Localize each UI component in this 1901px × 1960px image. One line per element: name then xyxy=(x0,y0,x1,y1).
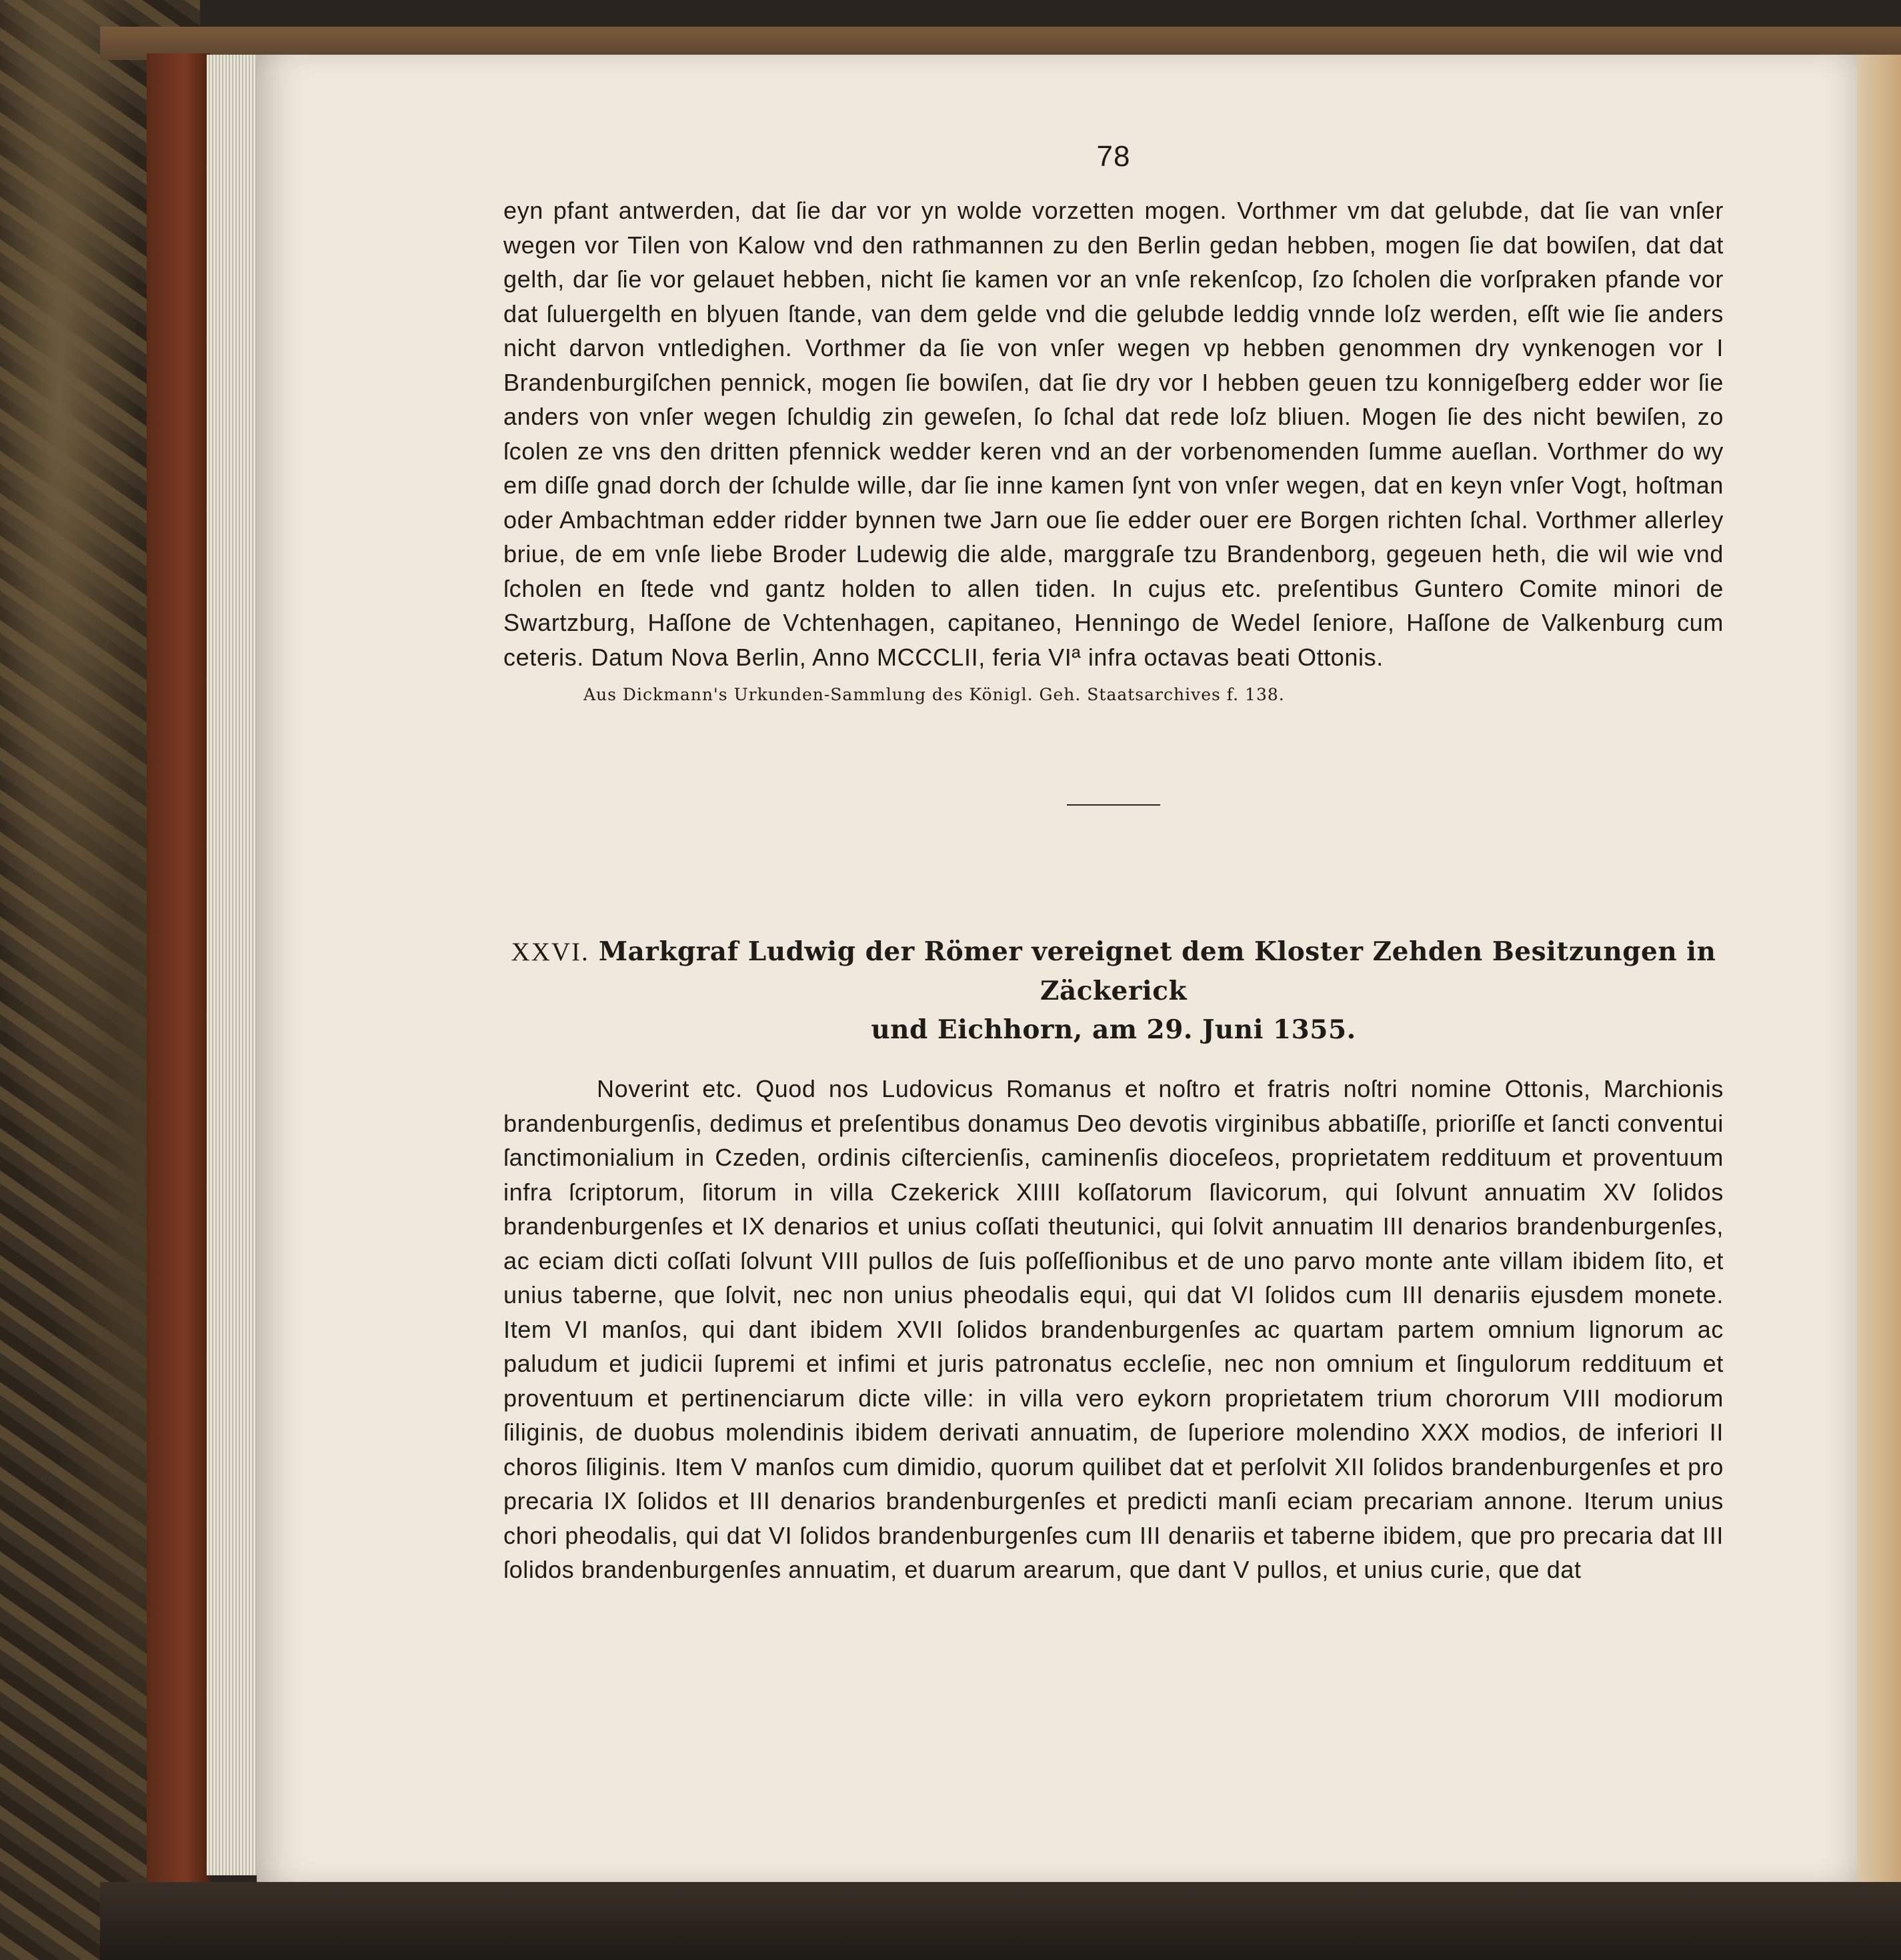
facing-page-edge xyxy=(1857,55,1901,1882)
heading-title-line-1: Markgraf Ludwig der Römer vereignet dem Kloster Zehden Besitzungen in Zäckerick xyxy=(598,936,1716,1006)
document-heading xyxy=(503,932,1724,1049)
section-divider xyxy=(1067,804,1160,806)
heading-title-line-2: und Eichhorn, am 29. Juni 1355. xyxy=(871,1014,1356,1045)
page-number: 78 xyxy=(1096,140,1131,173)
page-text xyxy=(503,140,1724,1587)
document-paragraph: Noverint etc. Quod nos Ludovicus Romanus et noſtro et fratris noſtri nomine Ottonis, Marchionis brandenburgenſis, dedimus et preſentibus donamus Deo devotis virginibus abbatiſſe, prioriſſe et ſancti conventui ſanctimonialium in Czeden, ordinis ciſtercienſis, caminenſis dioceſeos, proprietatem reddituum et proventuum infra ſcriptorum, ſitorum in villa Czekerick XIIII koſſatorum ſlavicorum, qui ſolvunt annuatim XV ſolidos brandenburgenſes et IX denarios et unius coſſati theutunici, qui ſolvit annuatim III denarios brandenburgenſes, ac eciam dicti coſſati ſolvunt VIII pullos de ſuis poſſeſſionibus et de uno parvo monte ante villam ibidem ſito, et unius taberne, que ſolvit, nec non unius pheodalis equi, qui dat VI ſolidos cum III denariis ejusdem monete. Item VI manſos, qui dant ibidem XVII ſolidos brandenburgenſes ac quartam partem omnium lignorum ac paludum et judicii ſupremi et infimi et juris patronatus eccleſie, nec non omnium et ſingulorum reddituum et proventuum et pertinenciarum dicte ville: in villa vero eykorn proprietatem trium chororum VIII modiorum ſiliginis, de duobus molendinis ibidem derivati annuatim, de ſuperiore molendino XXX modios, de inferiori II choros ſiliginis. Item V manſos cum dimidio, quorum quilibet dat et perſolvit XII ſolidos brandenburgenſes et pro precaria IX ſolidos et III denarios brandenburgenſes et predicti manſi eciam precariam annone. Iterum unius chori pheodalis, qui dat VI ſolidos brandenburgenſes cum III denariis et taberne ibidem, que pro precaria dat III ſolidos brandenburgenſes annuatim, et duarum arearum, que dant V pullos, et unius curie, que dat xyxy=(503,1075,1724,1583)
bottom-shadow xyxy=(100,1882,1901,1960)
leather-spine xyxy=(147,53,210,1894)
document-paragraph: eyn pfant antwerden, dat ſie dar vor yn wolde vorzetten mogen. Vorthmer vm dat gelubde, dat ſie van vnſer wegen vor Tilen von Kalow vnd den rathmannen zu den Berlin gedan hebben, mogen ſie dat bowiſen, dat dat gelth, dar ſie vor gelauet hebben, nicht ſie kamen vor an vnſe rekenſcop, ſzo ſcholen die vorſpraken pfande vor dat ſuluergelth en blyuen ſtande, van dem gelde vnd die gelubde leddig vnnde loſz werden, eſſt wie ſie anders nicht darvon vntledighen. Vorthmer da ſie von vnſer wegen vp hebben genommen dry vynkenogen vor I Brandenburgiſchen pennick, mogen ſie bowiſen, dat ſie dry vor I hebben geuen tzu konnigeſberg edder wor ſie anders von vnſer wegen ſchuldig zin geweſen, ſo ſchal dat rede loſz bliuen. Mogen ſie des nicht bewiſen, zo ſcolen ze vns den dritten pfennick wedder keren vnd an der vorbenomenden ſumme aueſlan. Vorthmer do wy em diſſe gnad dorch der ſchulde wille, dar ſie inne kamen ſynt von vnſer wegen, dat en keyn vnſer Vogt, hoſtman oder Ambachtman edder ridder bynnen twe Jarn oue ſie edder ouer ere Borgen richten ſchal. Vorthmer allerley briue, de em vnſe liebe Broder Ludewig die alde, marggraſe tzu Brandenborg, gegeuen heth, die wil wie vnd ſcholen en ſtede vnd gantz holden to allen tiden. In cujus etc. preſentibus Guntero Comite minori de Swartzburg, Haſſone de Vchtenhagen, capitaneo, Henningo de Wedel ſeniore, Haſſone de Valkenburg cum ceteris. Datum Nova Berlin, Anno MCCCLII, feria VIª infra octavas beati Ottonis. xyxy=(503,197,1724,671)
source-citation: Aus Dickmann's Urkunden-Sammlung des Königl. Geh. Staatsarchives f. 138. xyxy=(583,685,1285,704)
heading-number: XXVI. xyxy=(511,938,589,966)
page-edges xyxy=(207,55,260,1875)
